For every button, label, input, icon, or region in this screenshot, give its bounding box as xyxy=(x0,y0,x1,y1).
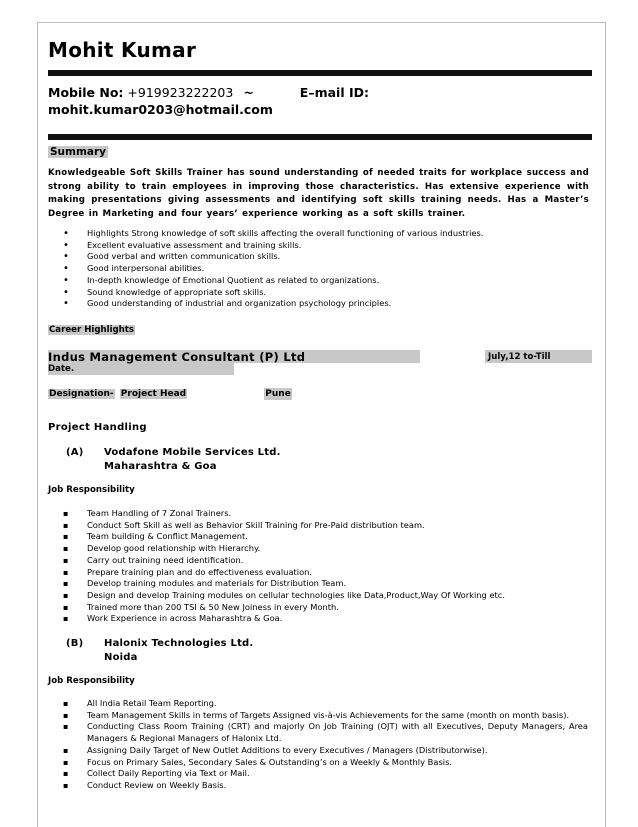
list-item-text: Team Management Skills in terms of Targets Assigned vis-à-vis Achievements for the same (month on month basis). xyxy=(87,709,570,720)
list-item xyxy=(63,710,588,722)
list-item xyxy=(63,757,588,769)
list-item-text: Good verbal and written communication skills. xyxy=(87,251,281,262)
list-item-text: In-depth knowledge of Emotional Quotient as related to organizations. xyxy=(87,274,380,285)
bullet-square-icon: ▪ xyxy=(63,757,69,767)
list-item-text: Develop good relationship with Hierarchy. xyxy=(87,543,261,554)
summary-bullet-list xyxy=(63,228,583,310)
list-item-text: Prepare training plan and do effectiveness evaluation. xyxy=(87,566,313,577)
list-item xyxy=(63,768,588,780)
email-label: E–mail ID: xyxy=(299,85,369,100)
bullet-square-icon: ▪ xyxy=(63,745,69,755)
list-item-text: Assigning Daily Target of New Outlet Additions to every Executives / Managers (Distributorwise). xyxy=(87,744,488,755)
list-item-text: Excellent evaluative assessment and training skills. xyxy=(87,239,302,250)
list-item-text: All India Retail Team Reporting. xyxy=(87,698,217,708)
bullet-square-icon: ▪ xyxy=(63,555,69,565)
contact-divider xyxy=(48,134,592,140)
email-value[interactable]: mohit.kumar0203@hotmail.com xyxy=(48,102,273,117)
employment-dates-cont: Date. xyxy=(48,364,75,374)
bullet-square-icon: ▪ xyxy=(63,722,69,732)
contact-block xyxy=(48,84,369,118)
list-item xyxy=(63,590,588,602)
mobile-label: Mobile No: xyxy=(48,85,124,100)
career-highlights-heading: Career Highlights xyxy=(49,325,135,335)
company-name: Indus Management Consultant (P) Ltd xyxy=(48,350,306,364)
list-item xyxy=(63,780,588,792)
client-b-location: Noida xyxy=(104,652,138,663)
list-item-text: Collect Daily Reporting via Text or Mail. xyxy=(87,768,250,779)
list-item xyxy=(63,240,583,252)
list-item-text: Develop training modules and materials for Distribution Team. xyxy=(87,578,347,589)
bullet-dot-icon: • xyxy=(63,239,69,251)
designation-block xyxy=(48,388,292,400)
list-item xyxy=(63,567,588,579)
bullet-dot-icon: • xyxy=(63,274,69,286)
list-item xyxy=(63,275,583,287)
designation-label: Designation- xyxy=(49,389,114,399)
client-b-jr-heading: Job Responsibility xyxy=(48,676,135,686)
list-item-text: Highlights Strong knowledge of soft skills affecting the overall functioning of various industries. xyxy=(87,228,484,238)
client-b-responsibilities xyxy=(63,698,588,792)
designation-value: Project Head xyxy=(120,389,187,399)
list-item-text: Design and develop Training modules on cellular technologies like Data,Product,Way Of Working etc. xyxy=(87,589,505,600)
bullet-dot-icon: • xyxy=(63,228,69,239)
client-b-name: Halonix Technologies Ltd. xyxy=(104,638,254,649)
list-item xyxy=(63,698,588,710)
client-a xyxy=(66,446,281,474)
client-a-location: Maharashtra & Goa xyxy=(104,461,217,472)
summary-heading: Summary xyxy=(50,146,107,158)
candidate-name: Mohit Kumar xyxy=(48,38,197,62)
client-a-name: Vodafone Mobile Services Ltd. xyxy=(104,447,281,458)
bullet-square-icon: ▪ xyxy=(63,532,69,542)
designation-location: Pune xyxy=(265,389,291,399)
list-item-text: Team Handling of 7 Zonal Trainers. xyxy=(87,508,232,518)
list-item-text: Team building & Conflict Management. xyxy=(87,531,248,542)
bullet-dot-icon: • xyxy=(63,286,69,298)
list-item-text: Trained more than 200 TSI & 50 New Joiness in every Month. xyxy=(87,601,339,612)
list-item xyxy=(63,287,583,299)
bullet-dot-icon: • xyxy=(63,251,69,263)
client-b-letter: (B) xyxy=(66,638,84,649)
list-item xyxy=(63,520,588,532)
client-a-responsibilities xyxy=(63,508,588,625)
bullet-square-icon: ▪ xyxy=(63,614,69,624)
list-item-text: Focus on Primary Sales, Secondary Sales & Outstanding’s on a Weekly & Monthly Basis. xyxy=(87,756,453,767)
bullet-square-icon: ▪ xyxy=(63,579,69,589)
bullet-dot-icon: • xyxy=(63,263,69,275)
client-b xyxy=(66,637,253,665)
contact-separator: ~ xyxy=(243,85,254,100)
list-item xyxy=(63,555,588,567)
bullet-square-icon: ▪ xyxy=(63,602,69,612)
bullet-square-icon: ▪ xyxy=(63,699,69,708)
list-item-text: Good interpersonal abilities. xyxy=(87,263,205,274)
list-item-text: Conduct Soft Skill as well as Behavior Skill Training for Pre-Paid distribution team. xyxy=(87,519,425,530)
list-item xyxy=(63,578,588,590)
date-highlight-line2 xyxy=(48,363,234,375)
bullet-square-icon: ▪ xyxy=(63,567,69,577)
list-item xyxy=(63,228,583,240)
bullet-square-icon: ▪ xyxy=(63,710,69,720)
list-item xyxy=(63,613,588,625)
bullet-square-icon: ▪ xyxy=(63,780,69,790)
list-item xyxy=(63,602,588,614)
mobile-value: +919923222203 xyxy=(127,85,234,100)
list-item xyxy=(63,543,588,555)
list-item xyxy=(63,745,588,757)
list-item xyxy=(63,531,588,543)
list-item xyxy=(63,263,583,275)
top-divider xyxy=(48,70,592,76)
list-item xyxy=(63,508,588,520)
list-item-text: Conduct Review on Weekly Basis. xyxy=(87,779,227,790)
summary-paragraph: Knowledgeable Soft Skills Trainer has sound understanding of needed traits for workplace success and strong ability to train employees in improving those characteristics. Has extensive experience with making presentations giving assessments and identifying soft skills training needs. Has a Master’s Degree in Marketing and four years’ experience working as a soft skills trainer. xyxy=(48,168,589,219)
client-a-letter: (A) xyxy=(66,447,84,458)
project-handling-heading: Project Handling xyxy=(48,422,147,433)
bullet-square-icon: ▪ xyxy=(63,520,69,530)
bullet-square-icon: ▪ xyxy=(63,509,69,518)
list-item-text: Carry out training need identification. xyxy=(87,554,244,565)
list-item xyxy=(63,298,583,310)
list-item-text: Conducting Class Room Training (CRT) and majorly On Job Training (OJT) with all Executives, Deputy Managers, Area Managers & Regional Managers of Halonix Ltd. xyxy=(87,721,588,744)
bullet-square-icon: ▪ xyxy=(63,769,69,779)
employment-dates: July,12 to-Till xyxy=(488,352,551,362)
bullet-square-icon: ▪ xyxy=(63,544,69,554)
list-item-text: Sound knowledge of appropriate soft skills. xyxy=(87,286,267,297)
list-item xyxy=(63,251,583,263)
list-item-text: Work Experience in across Maharashtra & Goa. xyxy=(87,613,283,624)
list-item xyxy=(63,721,588,744)
list-item-text: Good understanding of industrial and organization psychology principles. xyxy=(87,298,392,309)
bullet-dot-icon: • xyxy=(63,298,69,310)
bullet-square-icon: ▪ xyxy=(63,590,69,600)
client-a-jr-heading: Job Responsibility xyxy=(48,485,135,495)
